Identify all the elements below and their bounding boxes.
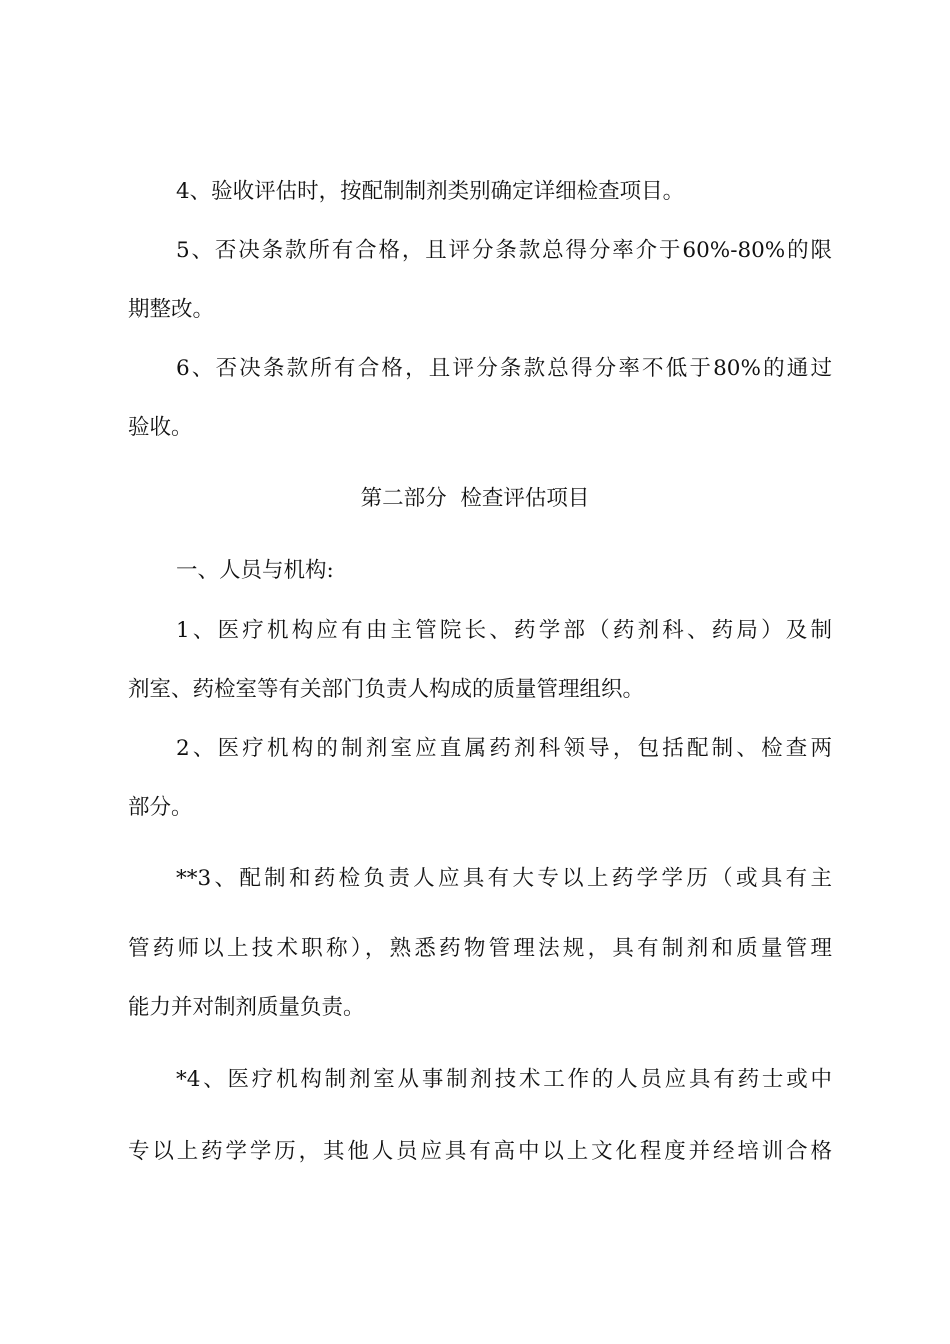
paragraph-6-line-2: 验收。 [128, 415, 193, 440]
item-1-line-1: 1、医疗机构应有由主管院长、药学部（药剂科、药局）及制 [176, 618, 832, 643]
item-3-line-2: 管药师以上技术职称），熟悉药物管理法规，具有制剂和质量管理 [128, 936, 832, 961]
paragraph-5-line-1: 5、否决条款所有合格，且评分条款总得分率介于60%-80%的限 [176, 238, 832, 263]
item-1-line-2: 剂室、药检室等有关部门负责人构成的质量管理组织。 [128, 677, 645, 702]
item-4-line-2: 专以上药学学历，其他人员应具有高中以上文化程度并经培训合格 [128, 1139, 832, 1164]
paragraph-4: 4、验收评估时，按配制制剂类别确定详细检查项目。 [176, 179, 685, 204]
item-3-line-3: 能力并对制剂质量负责。 [128, 995, 365, 1020]
paragraph-6-line-1: 6、否决条款所有合格，且评分条款总得分率不低于80%的通过 [176, 356, 832, 381]
item-2-line-1: 2、医疗机构的制剂室应直属药剂科领导，包括配制、检查两 [176, 736, 832, 761]
item-3-line-1: **3、配制和药检负责人应具有大专以上药学学历（或具有主 [176, 866, 832, 891]
subsection-title: 一、人员与机构: [176, 558, 334, 583]
item-4-line-1: *4、医疗机构制剂室从事制剂技术工作的人员应具有药士或中 [176, 1067, 832, 1092]
paragraph-5-line-2: 期整改。 [128, 297, 215, 322]
section-title: 第二部分 检查评估项目 [360, 486, 590, 511]
item-2-line-2: 部分。 [128, 795, 193, 820]
